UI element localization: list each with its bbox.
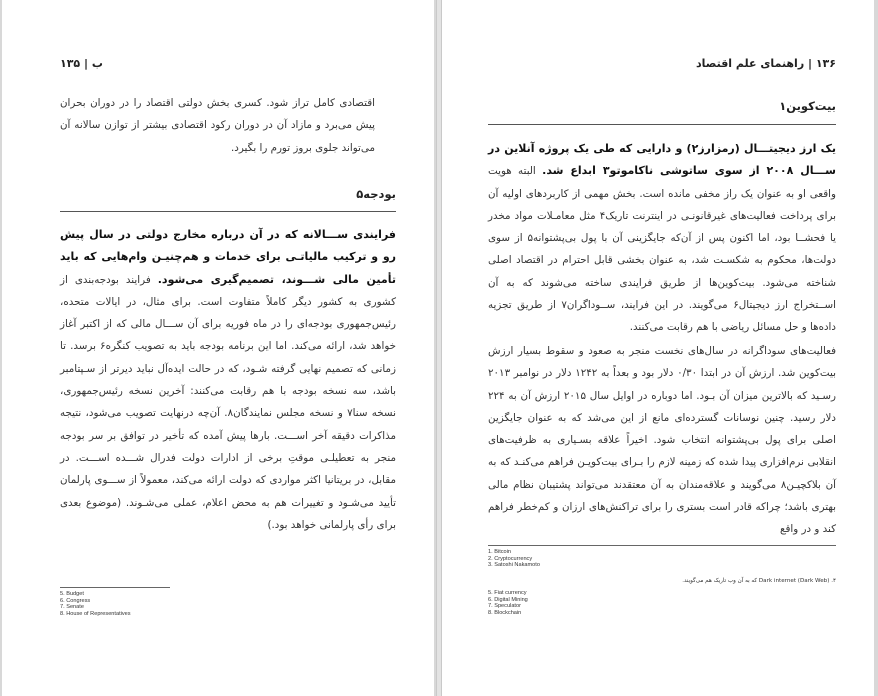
body-text: فرایند بودجه‌بندی از کشوری به کشور دیگر کاملاً متفاوت است. برای مثال، در ایالات متحده، رئیس‌جمهوری بودجه‌ای را در ماه فوریه برای آن ســـال مالی که از اکتبر آغاز خواهد شد، ارائه می‌کند. اما این برنامه بودجه باید به تصویب کنگره۶ برسد. تا زمانی که تصمیم نهایی گرفته شـود، که در حالت ایده‌آل نباید دیرتر از سـپتامبر باشد، سه نسخه بودجه با هم رقابت می‌کنند: آخرین نسخه رئیس‌جمهوری، نسخه سنا۷ و نسخه مجلس نمایندگان۸. آن‌چه درنهایت تصویب می‌شود، نتیجه مذاکرات دقیقه آخر اســـت. بارها پیش آمده که تأخیر در توافق بر سر بودجه منجر به تعطیلـی موقتِ برخی از ادارات دولت فدرال شـــده اســـت. در مقابل، در بریتانیا اکثر مواردی که دولت ارائه می‌کند، معمولاً از ســـوی پارلمان تأیید می‌شـود و تغییرات هم به محض اعلام، عملی می‌شـوند. (موضوع بعدی برای رأی پارلمانی خواهد بود.) (60, 273, 397, 531)
footnote: 6. Congress (60, 597, 91, 604)
footnote: 7. Senate (60, 604, 84, 611)
footnotes-bottom (488, 590, 528, 616)
page-header: ب | ۱۳۵ (60, 57, 103, 70)
footnote: 8. Blockchain (488, 609, 522, 616)
footnotes-top (488, 549, 540, 569)
footnote-rule (60, 587, 170, 588)
main-paragraph (488, 138, 836, 339)
footnotes (60, 591, 131, 617)
definition-text: یک ارز دیجیتـــال (رمزارز۲) و دارایی که طی یک پروژه آنلاین در ســـال ۲۰۰۸ از سوی ساتوشی ناکاموتو۳ ابداع شد. (488, 142, 836, 178)
body-text: البته هویت واقعی او به عنوان یک راز مخفی مانده است. بخش مهمی از کاربردهای اولیه آن برای پرداخت فعالیت‌های غیرقانونـی در اینترنت تاریک۴ مثل معامـلات مواد مخدر یا فحشــا بود، اما اکنون پس از آن‌که جایگزینی آن با پول بی‌پشتوانه۵ از سوی دولت‌ها، محکوم به شکسـت شد، به عنوان بخشی قابل احترام در اقتصاد اصلی شناخته می‌شود. بیت‌کوین‌ها از طریق فرایندی ساخته می‌شوند که به آن اســتخراج ارز دیجیتال۶ می‌گویند. در این فرایند، ســوداگران۷ از طریق تجزیه داده‌ها و حل مسائل ریاضی با هم رقابت می‌کنند. (488, 165, 837, 334)
footnote: 3. Satoshi Nakamoto (488, 562, 540, 569)
footnote: 5. Budget (60, 591, 84, 597)
page-header: ۱۳۶ | راهنمای علم اقتصاد (695, 57, 836, 70)
footnote: 2. Cryptocurrency (488, 555, 533, 562)
footnote-rule (488, 545, 836, 546)
section-rule (488, 124, 836, 125)
footnote: 1. Bitcoin (488, 549, 512, 555)
footnote: 5. Fiat currency (488, 590, 527, 596)
left-page (2, 0, 434, 696)
footnote: 6. Digital Mining (488, 596, 528, 603)
right-page (442, 0, 874, 696)
main-paragraph (60, 224, 396, 536)
footnote: 7. Speculator (488, 603, 521, 610)
section-rule (60, 211, 396, 212)
intro-paragraph: اقتصادی کامل تراز شود. کسری بخش دولتی اقتصاد را در دوران بحران پیش می‌برد و مازاد آن در دوران رکود اقتصادی بیشتر از توازن سالانه آن می‌تواند جلوی بروز تورم را بگیرد. (60, 97, 375, 154)
definition-text: فرایندی ســـالانه که در آن درباره مخارج دولتی در سال پیش رو و ترکیب مالیاتـی برای خدمات و هم‌چنیـن وام‌هایی که باید تأمین مالی شـــوند، تصمیم‌گیری می‌شود. (60, 228, 396, 286)
second-paragraph: فعالیت‌های سوداگرانه در سال‌های نخست منجر به صعود و سقوط بسیار ارزش بیت‌کوین شد. ارزش آن در ابتدا ۰/۳۰ دلار بود و بعداً به ۱۲۴۲ دلار در نوامبر ۲۰۱۳ رسـید که بالاترین میزان آن بـود. اما دوباره در اوایل سال ۲۰۱۵ ارزش آن به ۲۲۴ دلار رسید. چنین نوسانات گسترده‌ای مانع از این می‌شد که به عنوان جایگزین اصلی برای پول بی‌پشتوانه انتخاب شود. اخیراً علاقه بسـیاری به ظرفیت‌های انقلابی نرم‌افزاری پیدا شده که زمینه لازم را بـرای بیت‌کویـن فراهم می‌کنـد که به آن بلاکچیـن۸ می‌گویند و علاقه‌مندان به آن معتقدند می‌تواند پشتیبان نظام مالی بهتری باشد؛ چراکه قادر است بستری را برای تراکنش‌های ارزان و کم‌خطر فراهم کند و در واقع (488, 345, 836, 536)
footnote-persian: ۴. Dark internet (Dark Web) که به آن وب تاریک هم می‌گویند. (682, 578, 836, 584)
section-title: بیت‌کوین۱ (779, 99, 836, 113)
section-title: بودجه۵ (356, 187, 396, 201)
footnote: 8. House of Representatives (60, 610, 131, 617)
